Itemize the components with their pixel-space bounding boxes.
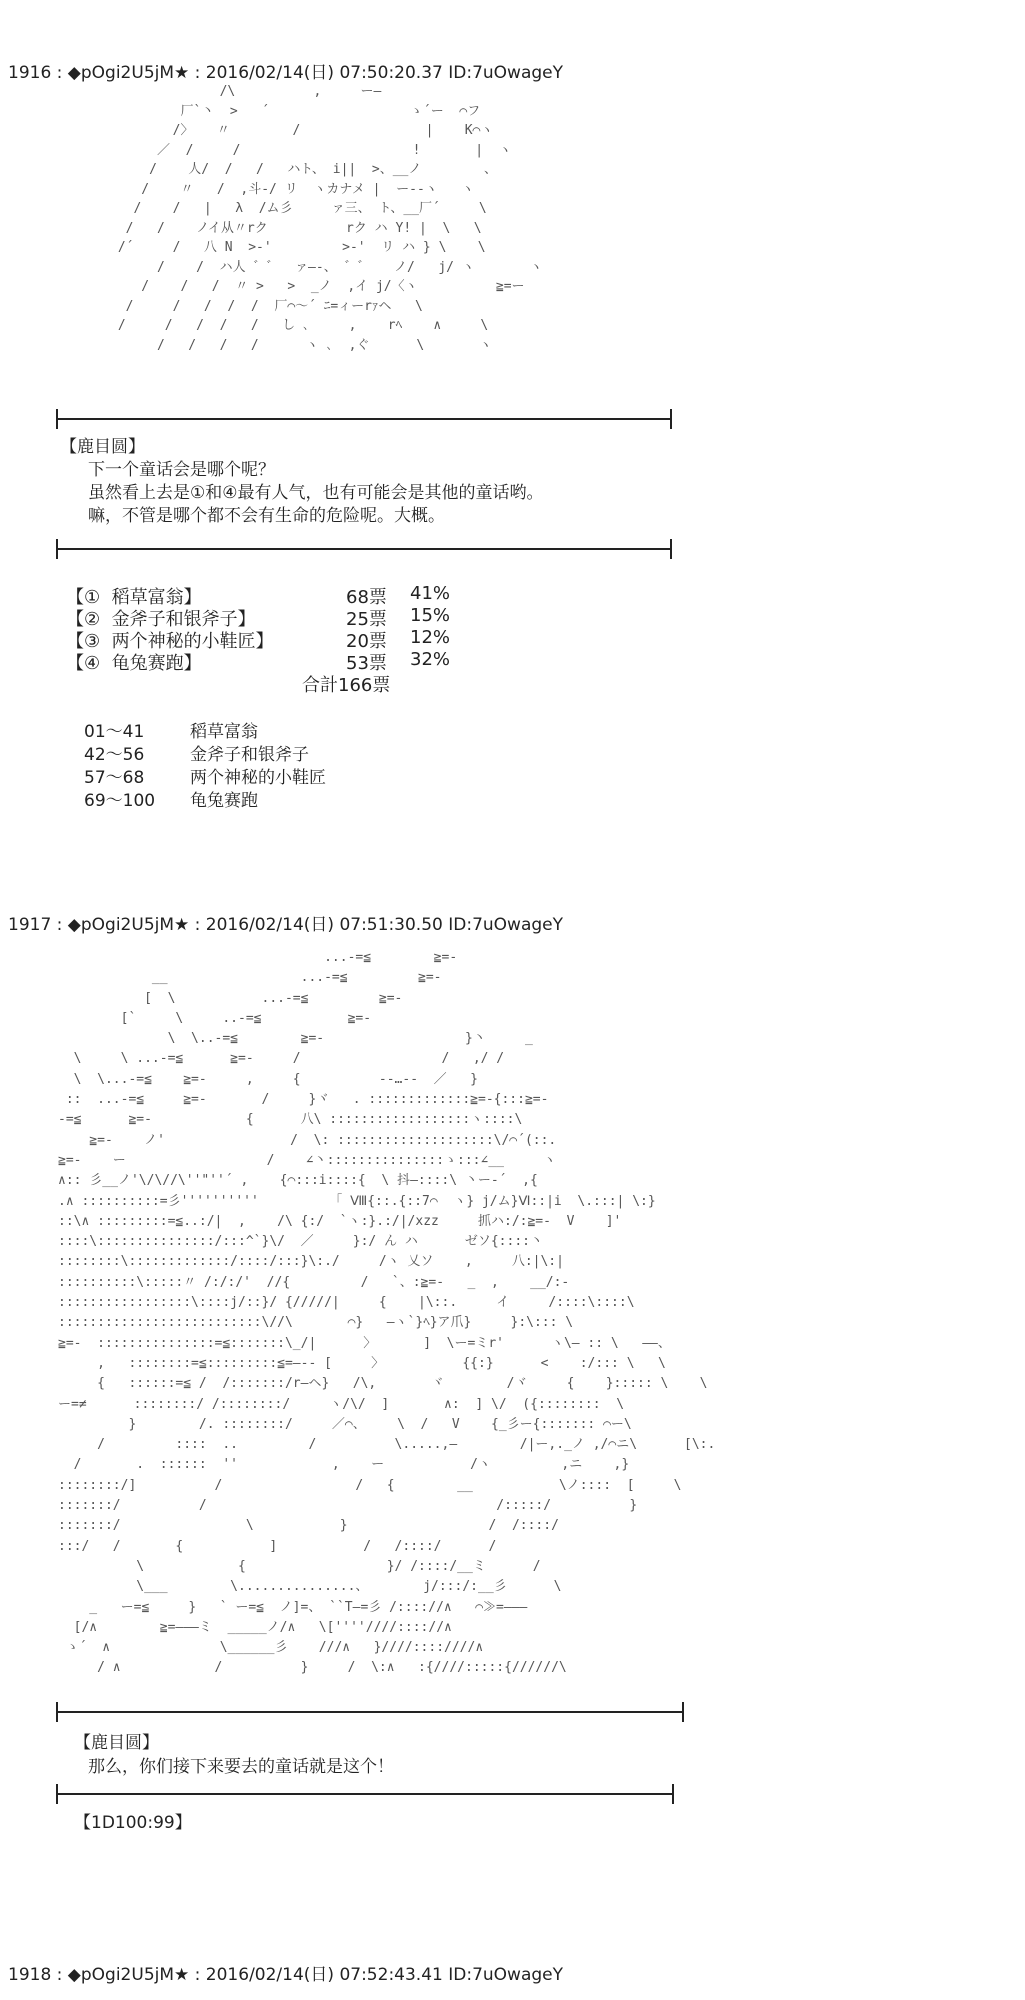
range-value: 69～100 [84, 791, 156, 811]
vote-percent: 32% [410, 649, 451, 670]
speaker-label: 【鹿目圆】 [60, 437, 145, 457]
range-value: 42～56 [84, 745, 145, 765]
ascii-art-madoka: /\ , ー― 厂`丶 > ´ ゝ´ー ⌒フ /〉 〃 / | K⌒ヽ ／ / / ! | ヽ / 人/ / / ハト、 i|| >、__ノ 、 / 〃 / ,斗-/ リ ヽカナメ | ー--ヽ ヽ / / | λ /ム彡 ァ三、 ト、__厂´ \ / / ノイ从〃rク rク ハ Y! | \ \ /´ / 八 N >-' >-' リ ハ } \ \ / / ハ人 ゛゛ ァ―‐、 ゛゛ ノ/ j/ ヽ ヽ / / / 〃 > > _ノ ,イ j/〈ヽ ≧=ー / / / / / 厂⌒〜´ ﾆ=ィーrｧヘ \ / / / / / し ､ , rﾍ ∧ \ / / / / ヽ ､ ,ぐ \ ヽ [117, 84, 543, 353]
range-value: 01～41 [84, 722, 145, 742]
divider-top-1916 [56, 418, 672, 420]
range-option: 稻草富翁 [190, 722, 258, 742]
dialogue-line: 那么，你们接下来要去的童话就是这个！ [88, 1757, 394, 1777]
vote-count: 53票 [346, 653, 387, 674]
vote-percent: 41% [410, 583, 451, 604]
dialogue-line: 嘛，不管是哪个都不会有生命的危险呢。大概。 [88, 506, 445, 526]
vote-total: 合計166票 [302, 675, 391, 696]
range-option: 两个神秘的小鞋匠 [190, 768, 326, 788]
vote-label: 【① 稻草富翁】 [66, 587, 202, 608]
ascii-art-storybook-scene: ...-=≦ ≧=- __ ...-=≦ ≧=- [ \ ...-=≦ ≧=- [` \ ..-=≦ ≧=- \ \..-=≦ ≧=- }丶 _ \ \ ...-=≦ ≧=- / / ,/ / \ \...-=≦ ≧=- , { --…-- ／ } :: ...-=≦ ≧=- / }ヾ . :::::::::::::≧=-{:::≧=- -=≦ ≧=- { 八\ ::::::::::::::::::ヽ::::\ ≧=- ノ' / \: ::::::::::::::::::::\/⌒´(::. ≧=- ー / ∠丶:::::::::::::::ゝ:::∠__ ヽ ∧:: 彡__ノ'\/\//\''"''´ , {⌒:::i::::{ \ 抖―::::\ 丶ー-´ ,{ .∧ ::::::::::=彡'''''''''' 「 Ⅷ{::.{::7⌒ ヽ} j/ム}Ⅵ::|i \.:::| \:} ::\∧ :::::::::=≦..:/| , /\ {:/ `ヽ:}.:/|/xzz 抓ハ:/:≧=- V ]' ::::\:::::::::::::::/:::^`}\/ ／ }:/ ん ハ ゼソ{::::丶 ::::::::\:::::::::::::/::::/:::}\:./ /ヽ 乂ソ , 八:|\:| ::::::::::\:::::〃 /:/:/' //{ / `、:≧=- _ , __/:- :::::::::::::::::\::::j/::}/ {/////| { |\::. イ /::::\::::\ ::::::::::::::::::::::::::\//\ ⌒} ―ヽ`}ﾍ}ア爪} }:\::: \ ≧=- :::::::::::::::=≦:::::::\_/| 〉 ] \ー=ミr' ヽ\― :: \ ――、 , ::::::::=≦:::::::::≦=―-- [ 〉 {{:} < :/::: \ \ { ::::::=≦ / /:::::::/r―ヘ} /\, ヾ /ヾ { }::::: \ \ ー=≠ ::::::::/ /::::::::/ ヽ/\/ ] ∧: ] \/ ({:::::::: \ } /. ::::::::/ ／⌒、 \ / V {_彡ー{::::::: ⌒ー\ / :::: .. / \.....,― /|ー,._ノ ,/⌒ニ\ [\:. / . :::::: '' , ー /ヽ ,ニ ,} ::::::::/] / / { __ \ノ:::: [ \ :::::::/ / /:::::/ } :::::::/ \ } / /::::/ :::/ / { ] / /::::/ / \ { }/ /::::/__ミ / \___ \...............、 j/:::/:__彡 \ _ ー=≦ } ` ー=≦ ノ]=、 ``T―=彡 /:::://∧ ⌒≫=――― [/∧ ≧=―――ミ _____ノ/∧ \[''''////:::://∧ ゝ´ ∧ \______彡 ///∧ }////::::////∧ / ∧ / } / \:∧ :{////:::::{//////\ [58, 950, 716, 1676]
divider-top-1917 [56, 1711, 684, 1713]
post-header-1916: 1916 : ◆pOgi2U5jM★ : 2016/02/14(日) 07:50:20.37 ID:7uOwageY [8, 63, 563, 83]
speaker-label: 【鹿目圆】 [74, 1733, 159, 1753]
divider-bottom-1917 [56, 1793, 674, 1795]
divider-bottom-1916 [56, 548, 672, 550]
dialogue-line: 虽然看上去是①和④最有人气，也有可能会是其他的童话哟。 [88, 483, 544, 503]
post-header-1918: 1918 : ◆pOgi2U5jM★ : 2016/02/14(日) 07:52:43.41 ID:7uOwageY [8, 1965, 563, 1985]
range-option: 金斧子和银斧子 [190, 745, 309, 765]
range-option: 龟兔赛跑 [190, 791, 258, 811]
dialogue-line: 下一个童话会是哪个呢？ [88, 460, 275, 480]
vote-count: 25票 [346, 609, 387, 630]
vote-label: 【② 金斧子和银斧子】 [66, 609, 256, 630]
post-header-1917: 1917 : ◆pOgi2U5jM★ : 2016/02/14(日) 07:51:30.50 ID:7uOwageY [8, 915, 563, 935]
vote-percent: 15% [410, 605, 451, 626]
vote-label: 【③ 两个神秘的小鞋匠】 [66, 631, 274, 652]
vote-percent: 12% [410, 627, 451, 648]
dice-result: 【1D100:99】 [74, 1813, 192, 1833]
vote-count: 68票 [346, 587, 387, 608]
vote-label: 【④ 龟兔赛跑】 [66, 653, 202, 674]
range-value: 57～68 [84, 768, 145, 788]
vote-count: 20票 [346, 631, 387, 652]
